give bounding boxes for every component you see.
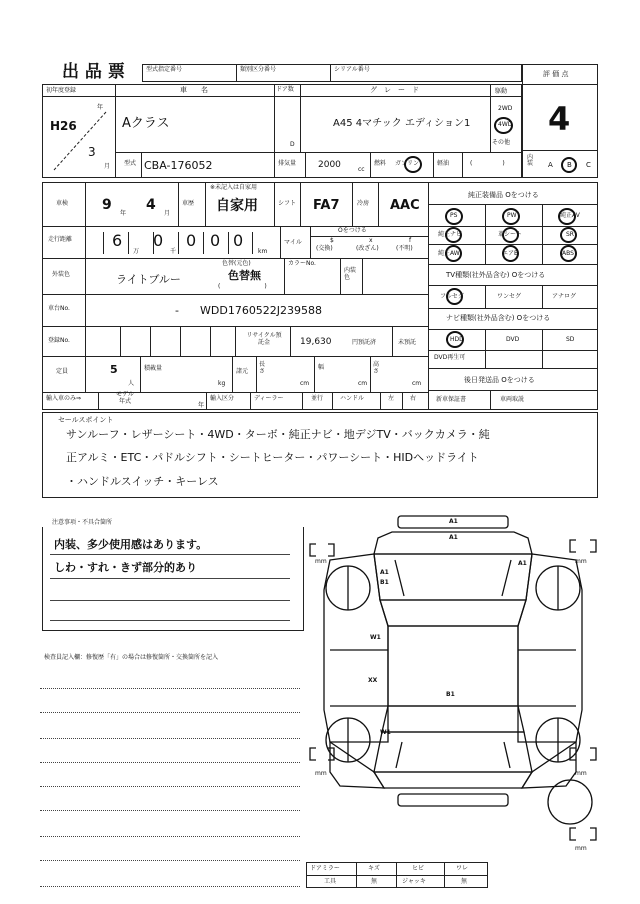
equip-navi: 純正ナビ xyxy=(438,231,463,238)
capacity-unit: 人 xyxy=(128,380,135,387)
width-label: 幅 xyxy=(318,364,325,371)
length-unit: cm xyxy=(300,380,310,387)
year-unit: 年 xyxy=(97,104,104,111)
height-unit: cm xyxy=(412,380,422,387)
tv-fullseg: フルセグ xyxy=(440,293,464,300)
navi-sd: SD xyxy=(566,336,575,343)
navi-hdd: HDD xyxy=(450,336,464,343)
steering-left: 左 xyxy=(388,395,395,402)
mark-left-rear: W1 xyxy=(380,729,391,736)
fuel-gasoline: ガソリン xyxy=(395,160,420,167)
altered-mark: x xyxy=(369,237,373,244)
mark-front-left-a1: A1 xyxy=(380,569,389,576)
equip-leather: 革シート xyxy=(498,231,523,238)
ac-value: AAC xyxy=(390,198,420,213)
drive-4wd: 4WD xyxy=(498,121,513,128)
interior-grade-c: C xyxy=(586,161,591,169)
legend-kizu: キズ xyxy=(368,865,380,872)
navi-dvd: DVD xyxy=(506,336,520,343)
ac-label: 冷房 xyxy=(357,200,370,207)
exchange-label: (交換) xyxy=(316,245,333,252)
rating-value: 4 xyxy=(548,100,571,138)
equip-sr: SR xyxy=(566,231,574,238)
note-line-1: 内装、多少使用感はあります。 xyxy=(54,538,208,551)
capacity-label: 定員 xyxy=(56,368,69,375)
first-reg-era-year: H26 xyxy=(50,119,77,133)
model-spec-label: 型式指定番号 xyxy=(146,66,183,73)
displacement-unit: cc xyxy=(358,166,365,173)
history-value: 自家用 xyxy=(216,198,258,214)
navi-title: ナビ種類(社外品含む) Oをつける xyxy=(446,314,551,322)
drive-2wd: 2WD xyxy=(498,105,513,112)
equip-pw: PW xyxy=(507,212,517,219)
shaken-year: 9 xyxy=(102,197,112,213)
shaken-label: 車検 xyxy=(56,200,69,207)
car-name: Aクラス xyxy=(122,116,170,131)
color-change-value: 色替無 xyxy=(228,269,261,282)
recycle-amount: 19,630 xyxy=(300,337,332,347)
mark-front-right-a1: A1 xyxy=(518,560,527,567)
sales-points-label: セールスポイント xyxy=(58,416,114,424)
dims-label: 諸元 xyxy=(236,368,249,375)
model-code: CBA-176052 xyxy=(144,159,213,172)
mileage-digit-1: 6 xyxy=(112,231,123,250)
displacement-label: 排気量 xyxy=(278,160,297,167)
first-reg-month: 3 xyxy=(88,145,96,159)
capacity-value: 5 xyxy=(110,363,118,376)
vin-value: WDD1760522J239588 xyxy=(200,304,323,317)
exterior-color-label: 外装色 xyxy=(52,271,71,278)
shaken-month-unit: 月 xyxy=(164,210,171,217)
legend-tools: 工具 xyxy=(324,878,337,885)
drive-other: その他 xyxy=(492,139,511,146)
width-unit: cm xyxy=(358,380,368,387)
import-parallel: 並行 xyxy=(311,395,324,402)
fuel-diesel: 軽油 xyxy=(437,160,450,167)
mm-front-right: mm xyxy=(575,558,587,565)
altered-label: (改ざん) xyxy=(356,245,379,252)
mark-left-rear-door: XX xyxy=(368,677,378,684)
month-unit: 月 xyxy=(104,163,111,170)
legend-door-mirror: ドアミラー xyxy=(310,865,340,872)
model-year-label: モデル年式 xyxy=(116,391,134,405)
mark-front-grill: A1 xyxy=(449,534,458,541)
interior-label: 内装 xyxy=(527,154,534,168)
mileage-label: 走行距離 xyxy=(48,236,73,243)
model-code-label: 型式 xyxy=(124,160,137,167)
recycle-status-not: 未預託 xyxy=(398,339,417,346)
note-line-2: しわ・すれ・きず部分的あり xyxy=(54,561,197,574)
tv-title: TV種類(社外品含む) Oをつける xyxy=(446,271,546,279)
mm-spare: mm xyxy=(575,845,587,852)
exterior-color: ライトブルー xyxy=(116,273,181,286)
unknown-mark: f xyxy=(409,237,412,244)
aftersend-title: 後日発送品 Oをつける xyxy=(464,376,535,384)
model-year-unit: 年 xyxy=(198,402,205,409)
km-unit: km xyxy=(258,248,268,255)
vin-label: 車台No. xyxy=(48,305,70,312)
mileage-digit-4: 0 xyxy=(210,231,221,250)
exchange-mark: $ xyxy=(330,237,334,244)
color-no-label: カラーNo. xyxy=(288,260,316,267)
shaken-month: 4 xyxy=(146,197,156,213)
recycle-label: リサイクル預託金 xyxy=(246,332,282,347)
aftersend-warranty: 新車保証書 xyxy=(436,396,467,403)
sales-point-line-3: ・ハンドルスイッチ・キーレス xyxy=(66,475,219,488)
mark-front-bumper: A1 xyxy=(449,518,458,525)
mileage-digit-5: 0 xyxy=(233,231,244,250)
circle-note: Oをつける xyxy=(338,227,367,234)
load-label: 積載量 xyxy=(144,365,163,372)
unregistered-note: ※未記入は自家用 xyxy=(210,184,258,191)
steering-right: 右 xyxy=(410,395,417,402)
drive-label: 駆動 xyxy=(495,88,508,95)
inspector-label: 検査員記入欄：修復歴「有」の場合は修復箇所・交換箇所を記入 xyxy=(44,654,219,661)
shift-value: FA7 xyxy=(313,198,340,213)
car-damage-diagram xyxy=(300,510,600,860)
shaken-year-unit: 年 xyxy=(120,210,127,217)
first-reg-slash xyxy=(50,108,110,174)
legend-jack: ジャッキ xyxy=(402,878,426,885)
equip-abs: ABS xyxy=(562,250,574,257)
height-label: 高さ xyxy=(373,361,380,375)
import-category-label: 輸入区分 xyxy=(210,395,235,402)
tv-oneseg: ワンセグ xyxy=(497,293,522,300)
notes-label: 注意事項・不具合箇所 xyxy=(52,519,113,526)
sheet-title: 出 品 票 xyxy=(62,62,125,82)
aftersend-manual: 車両取説 xyxy=(500,396,525,403)
equip-airbag: エアB xyxy=(502,250,519,257)
serial-label: シリアル番号 xyxy=(334,66,370,73)
fuel-label: 燃料 xyxy=(374,160,387,167)
mm-front-left: mm xyxy=(315,558,327,565)
interior-grade-b: B xyxy=(567,161,572,169)
legend-ware: ワレ xyxy=(456,865,469,872)
mile-label: マイル xyxy=(284,239,302,246)
shift-label: シフト xyxy=(278,200,297,207)
equip-av: 純正AV xyxy=(560,212,580,219)
recycle-status-done: 円預託済 xyxy=(352,339,377,346)
legend-tools-value: 無 xyxy=(371,878,378,885)
reg-no-label: 登録No. xyxy=(48,337,70,344)
mm-rear-left: mm xyxy=(315,770,327,777)
category-label: 類別区分番号 xyxy=(240,66,277,73)
doors-suffix: D xyxy=(290,141,295,148)
grade-label: グ レ ー ド xyxy=(370,86,419,94)
color-original: ( ) xyxy=(218,283,271,290)
sen-unit: 千 xyxy=(170,248,177,255)
equip-aw: 純正AW xyxy=(438,250,460,257)
mark-roof: B1 xyxy=(446,691,455,698)
mm-rear-right: mm xyxy=(575,770,587,777)
length-label: 長さ xyxy=(259,361,266,375)
displacement: 2000 xyxy=(318,160,341,170)
interior-grade-a: A xyxy=(548,161,553,169)
equip-ps: PS xyxy=(450,212,458,219)
fuel-gasoline-circle xyxy=(404,156,422,173)
legend-hibi: ヒビ xyxy=(412,865,425,872)
import-label: 輸入車のみ⇒ xyxy=(46,395,82,402)
unknown-label: (不明) xyxy=(396,245,413,252)
header-codes-box xyxy=(142,64,522,82)
sales-point-line-1: サンルーフ・レザーシート・4WD・ターボ・純正ナビ・地デジTV・バックカメラ・純 xyxy=(66,428,490,441)
mark-left-front-door: W1 xyxy=(370,634,381,641)
load-unit: kg xyxy=(218,380,226,387)
drive-4wd-circle xyxy=(494,117,513,134)
mileage-digit-3: 0 xyxy=(186,231,197,250)
import-dealer: ディーラー xyxy=(254,395,284,402)
steering-label: ハンドル xyxy=(340,395,365,402)
tv-analog: アナログ xyxy=(552,293,577,300)
color-change-label: 色替(元色) xyxy=(222,260,251,267)
grade: A45 4マチック エディション1 xyxy=(333,118,471,129)
vin-dash: - xyxy=(175,304,179,317)
first-reg-label: 初年度登録 xyxy=(46,87,77,94)
history-label: 車歴 xyxy=(182,200,195,207)
interior-grade-circle xyxy=(561,157,577,173)
man-unit: 万 xyxy=(133,248,140,255)
equipment-title: 純正装備品 Oをつける xyxy=(468,191,539,199)
fuel-other: ( ) xyxy=(470,160,511,167)
sales-point-line-2: 正アルミ・ETC・パドルシフト・シートヒーター・パワーシート・HIDヘッドライト xyxy=(66,451,479,464)
mileage-digit-2: 0 xyxy=(153,231,164,250)
legend-jack-value: 無 xyxy=(461,878,468,885)
interior-color-label: 内装色 xyxy=(344,267,357,281)
rating-label: 評 価 点 xyxy=(543,70,569,78)
mark-front-left-b1: B1 xyxy=(380,579,389,586)
doors-label: ドア数 xyxy=(276,86,294,93)
dvd-playback-label: DVD再生可 xyxy=(434,354,466,361)
car-name-label: 車 名 xyxy=(180,86,208,94)
